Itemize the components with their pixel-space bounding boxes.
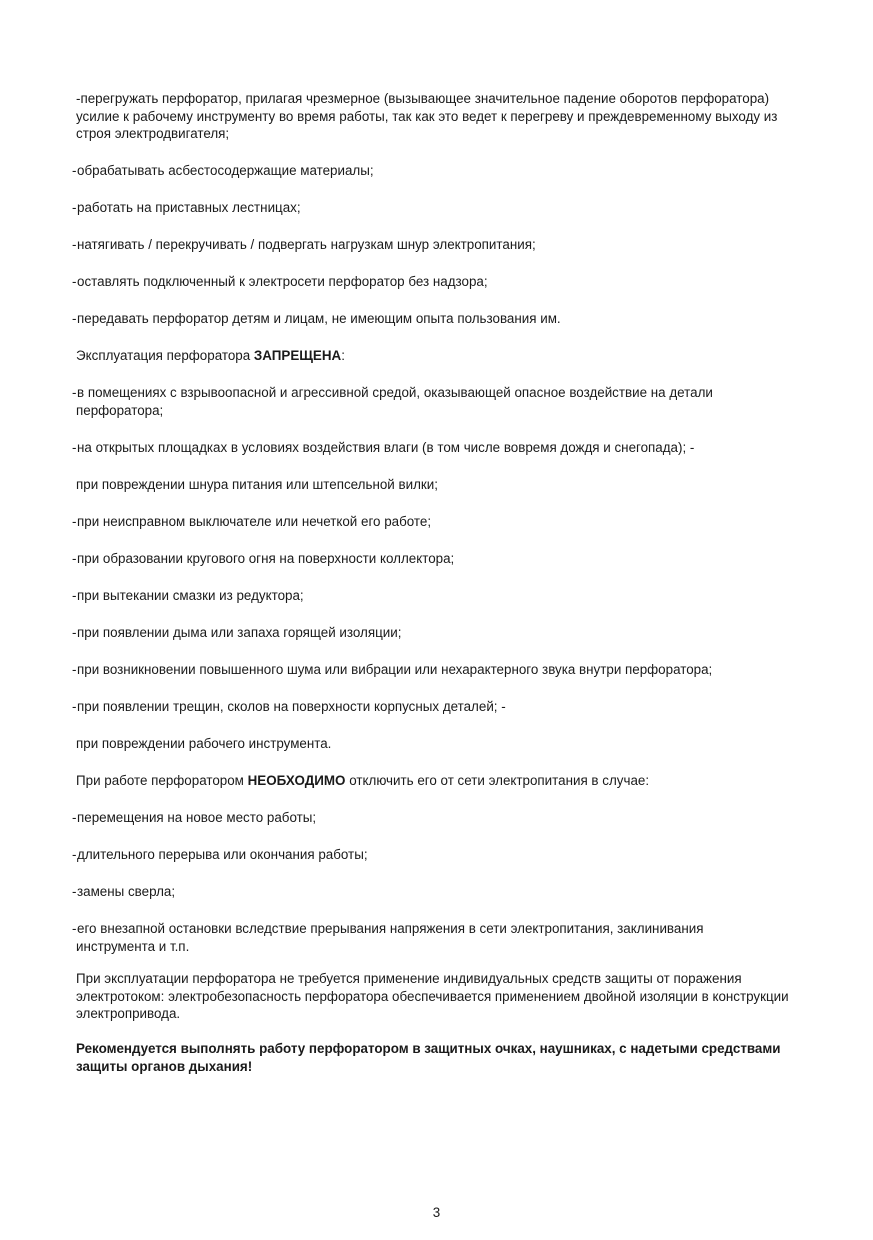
bullet-dash: - <box>72 810 77 825</box>
bullet-dash: - <box>72 385 77 400</box>
page-number: 3 <box>432 1205 441 1220</box>
bullet-dash: - <box>72 588 77 603</box>
heading-required <box>76 772 796 790</box>
list-item-text: обрабатывать асбестосодержащие материалы; <box>77 163 374 178</box>
list-item-text: в помещениях с взрывоопасной и агрессивной средой, оказывающей опасное воздействие на детали <box>77 385 713 400</box>
list-item <box>72 883 796 901</box>
list-item <box>72 624 796 642</box>
paragraph-protection: При эксплуатации перфоратора не требуется применение индивидуальных средств защиты от поражения электротоком: электробезопасность перфоратора обеспечивается применением двойной изоляции в конструкции электропривода. <box>76 971 789 1021</box>
list-item <box>72 273 796 291</box>
list-item <box>72 587 796 605</box>
bullet-dash: - <box>72 625 77 640</box>
bullet-dash: - <box>72 884 77 899</box>
list-item <box>72 199 796 217</box>
list-item-text: длительного перерыва или окончания работы; <box>77 847 368 862</box>
paragraph-overload: -перегружать перфоратор, прилагая чрезмерное (вызывающее значительное падение оборотов перфоратора) усилие к рабочему инструменту во время работы, так как это ведет к перегреву и преждевременному выходу из строя электродвигателя; <box>76 91 778 141</box>
list-item-text: на открытых площадках в условиях воздействия влаги (в том числе вовремя дождя и снегопада); - <box>77 440 695 455</box>
list-item-text: при образовании кругового огня на поверхности коллектора; <box>77 551 455 566</box>
list-item-text: натягивать / перекручивать / подвергать нагрузкам шнур электропитания; <box>77 237 536 252</box>
list-item <box>72 513 796 531</box>
list-item-text-continued: перфоратора; <box>76 402 164 418</box>
bullet-dash: - <box>72 847 77 862</box>
list-item <box>72 439 796 457</box>
list-item <box>72 809 796 827</box>
heading-text: Эксплуатация перфоратора <box>76 348 254 363</box>
heading-emphasis: ЗАПРЕЩЕНА <box>253 348 342 363</box>
list-item-text: при неисправном выключателе или нечеткой его работе; <box>77 514 432 529</box>
bullet-dash: - <box>72 274 77 289</box>
list-item <box>72 384 796 419</box>
paragraph-recommendation: Рекомендуется выполнять работу перфоратором в защитных очках, наушниках, с надетыми средствами защиты органов дыхания! <box>76 1041 781 1074</box>
list-item: при повреждении шнура питания или штепсельной вилки; <box>76 477 438 492</box>
heading-colon: : <box>341 348 345 363</box>
list-item-text: при вытекании смазки из редуктора; <box>77 588 304 603</box>
bullet-dash: - <box>72 921 77 936</box>
list-item-text: работать на приставных лестницах; <box>77 200 301 215</box>
heading-text: При работе перфоратором <box>76 773 248 788</box>
heading-forbidden <box>76 347 796 365</box>
bullet-dash: - <box>72 514 77 529</box>
bullet-dash: - <box>72 662 77 677</box>
list-item <box>72 661 796 679</box>
list-item-text: его внезапной остановки вследствие прерывания напряжения в сети электропитания, заклинивания <box>77 921 704 936</box>
list-item-text: при появлении дыма или запаха горящей изоляции; <box>77 625 402 640</box>
list-item-text: при возникновении повышенного шума или вибрации или нехарактерного звука внутри перфоратора; <box>77 662 713 677</box>
bullet-dash: - <box>72 551 77 566</box>
list-item-text: замены сверла; <box>77 884 176 899</box>
list-item-text: передавать перфоратор детям и лицам, не имеющим опыта пользования им. <box>77 311 561 326</box>
heading-text-tail: отключить его от сети электропитания в случае: <box>345 773 650 788</box>
list-item-text: при появлении трещин, сколов на поверхности корпусных деталей; - <box>77 699 506 714</box>
list-item <box>72 846 796 864</box>
bullet-dash: - <box>72 699 77 714</box>
bullet-dash: - <box>72 311 77 326</box>
list-item <box>72 920 796 955</box>
list-item <box>72 698 796 716</box>
list-item <box>72 162 796 180</box>
list-item-text: оставлять подключенный к электросети перфоратор без надзора; <box>77 274 488 289</box>
list-item <box>72 550 796 568</box>
bullet-dash: - <box>72 440 77 455</box>
bullet-dash: - <box>72 200 77 215</box>
list-item <box>72 236 796 254</box>
list-item-text-continued: инструмента и т.п. <box>76 938 190 954</box>
list-item-text: перемещения на новое место работы; <box>77 810 317 825</box>
bullet-dash: - <box>72 237 77 252</box>
list-item <box>72 310 796 328</box>
heading-emphasis: НЕОБХОДИМО <box>247 773 346 788</box>
bullet-dash: - <box>72 163 77 178</box>
list-item: при повреждении рабочего инструмента. <box>76 736 332 751</box>
